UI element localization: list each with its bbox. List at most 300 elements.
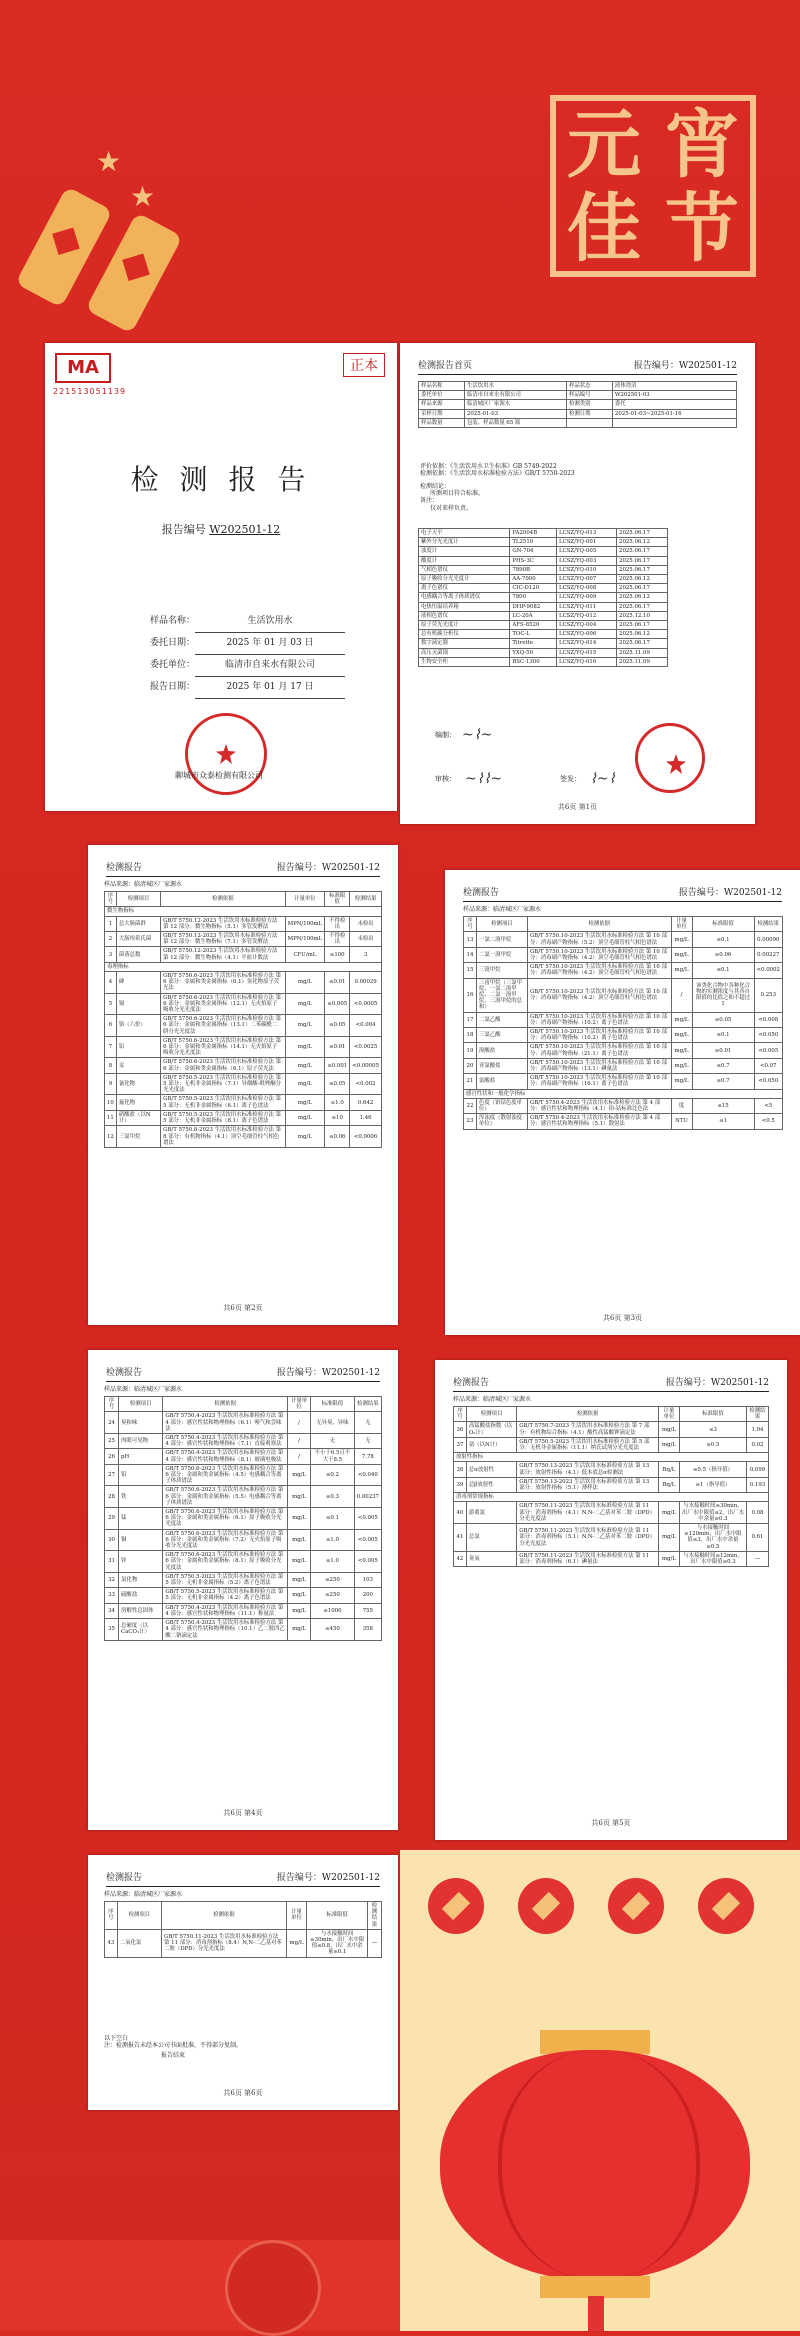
sample-source: 样品来源：临清城区厂家源水: [104, 1386, 183, 1393]
table-cell: GB/T 5750.10-2023 生活饮用水标准检验方法 第 10 部分：消毒副产物指标（13.1）碘量法: [527, 1058, 671, 1073]
table-cell: <0.040: [354, 1464, 381, 1486]
table-row: [105, 1572, 382, 1587]
table-cell: GB/T 5750.4-2023 生活饮用水标准检验方法 第 4 部分：感官性状和物理指标（11.1）称量法: [163, 1603, 288, 1618]
equipment-cell: 2025.11.09: [617, 657, 668, 666]
equipment-cell: LCSZ/YQ-001: [557, 538, 617, 547]
equipment-cell: 数字滴定器: [419, 639, 510, 648]
table-cell: 30: [105, 1529, 119, 1551]
table-cell: 无: [311, 1434, 355, 1449]
cover-fields: [150, 611, 345, 699]
header-row: [105, 892, 382, 907]
table-row: [464, 1058, 783, 1073]
basis: [420, 463, 575, 477]
table-cell: 大肠埃希氏菌: [116, 932, 160, 947]
table-cell: 22: [464, 1098, 477, 1113]
table-cell: mg/L: [287, 1508, 310, 1530]
table-cell: 14: [464, 947, 477, 962]
equipment-row: [419, 611, 668, 620]
lantern-base: [540, 2276, 650, 2298]
table-cell: 0.08: [746, 1502, 768, 1524]
table-cell: 不得检出: [325, 932, 350, 947]
table-cell: 铁: [119, 1486, 163, 1508]
table-cell: 0.099: [746, 1462, 768, 1477]
table-row: [105, 1058, 382, 1073]
table-cell: mg/L: [659, 1524, 680, 1552]
table-row: [105, 1619, 382, 1641]
equipment-cell: 2025.06.17: [617, 529, 668, 538]
table-cell: GB/T 5750.4-2023 生活饮用水标准检验方法 第 4 部分：感官性状和物理指标（5.1）散射法: [527, 1114, 671, 1129]
field-value: 2025 年 01 月 03 日: [195, 633, 345, 655]
sample-source: 样品来源：临清城区厂家源水: [453, 1396, 532, 1403]
equipment-row: [419, 529, 668, 538]
cover-field: [150, 633, 345, 655]
cover-field: [150, 655, 345, 677]
table-row: [454, 1437, 769, 1452]
table-cell: GB/T 5750.10-2023 生活饮用水标准检验方法 第 10 部分：消毒副产物指标（4.2）顶空毛细管柱气相色谱法: [527, 978, 671, 1012]
field-label: 报告日期：: [150, 682, 196, 692]
table-cell: 3: [350, 947, 382, 962]
table-row: [105, 907, 382, 916]
bottom-band: [0, 2240, 400, 2331]
section-label: 消毒剂常规指标: [454, 1493, 769, 1502]
page-number: 共6页 第6页: [223, 2089, 263, 2097]
report-page-6: [88, 1855, 398, 2110]
equipment-cell: Titrette: [510, 639, 557, 648]
table-cell: 42: [454, 1551, 467, 1566]
table-cell: 与水接触时间≥12min，出厂水中限值≤0.3: [679, 1551, 746, 1566]
table-cell: 0.00029: [350, 972, 382, 994]
table-cell: 铬（六价）: [116, 1015, 160, 1037]
column-header: 检测结果: [746, 1407, 768, 1422]
table-cell: 24: [105, 1412, 119, 1434]
table-cell: 29: [105, 1508, 119, 1530]
conclusion: [420, 483, 484, 512]
table-cell: 358: [354, 1619, 381, 1641]
table-cell: <0.0025: [350, 1036, 382, 1058]
equipment-cell: 生物安全柜: [419, 657, 510, 666]
table-row: [105, 1073, 382, 1095]
equipment-cell: 2025.06.17: [617, 547, 668, 556]
table-cell: 33: [105, 1588, 119, 1603]
table-row: [105, 1603, 382, 1618]
table-cell: 17: [464, 1012, 477, 1027]
page-title: 检测报告: [453, 1378, 490, 1388]
table-cell: ≤0.05: [325, 1073, 350, 1095]
cma-logo: MA: [55, 353, 111, 383]
table-cell: 10: [105, 1095, 117, 1110]
table-cell: 高锰酸盐指数（以O₂计）: [466, 1422, 516, 1437]
table-cell: MPN/100mL: [285, 916, 325, 931]
company-seal: [185, 713, 267, 795]
table-cell: 20: [464, 1058, 477, 1073]
column-header: 检测依据: [161, 892, 285, 907]
table-cell: ≤0.5（指导值）: [679, 1462, 746, 1477]
table-row: [105, 947, 382, 962]
festival-char: 宵: [665, 102, 739, 188]
table-cell: <0.050: [754, 1028, 782, 1043]
table-cell: Bq/L: [659, 1477, 680, 1492]
section-label: 放射性指标: [454, 1453, 769, 1462]
field-label: 委托日期：: [150, 638, 196, 648]
equipment-cell: 2025.06.12: [617, 630, 668, 639]
sample-source: 样品来源：临清城区厂家源水: [104, 1891, 183, 1898]
report-front-page: [400, 343, 755, 824]
equipment-cell: DHP-9082: [510, 602, 557, 611]
table-cell: <5: [754, 1098, 782, 1113]
equipment-cell: AA-7000: [510, 575, 557, 584]
info-cell: 样品名称: [419, 382, 465, 391]
table-cell: GB/T 5750.10-2023 生活饮用水标准检验方法 第 10 部分：消毒副产物指标（16.1）离子色谱法: [527, 1074, 671, 1089]
table-row: [454, 1502, 769, 1524]
info-row: [419, 382, 737, 391]
equipment-table: [418, 528, 668, 667]
table-row: [105, 1464, 382, 1486]
equipment-cell: LCSZ/YQ-004: [557, 621, 617, 630]
info-cell: 样品编号: [566, 391, 612, 400]
page-header: [106, 859, 380, 877]
table-cell: mg/L: [659, 1422, 680, 1437]
equipment-cell: 2025.06.17: [617, 602, 668, 611]
table-cell: /: [287, 1412, 310, 1434]
table-row: [464, 1043, 783, 1058]
table-cell: GB/T 5750.10-2023 生活饮用水标准检验方法 第 10 部分：消毒副产物指标（10.2）离子色谱法: [527, 1028, 671, 1043]
equipment-cell: LCSZ/YQ-013: [557, 529, 617, 538]
table-cell: 铝: [119, 1464, 163, 1486]
info-row: [419, 400, 737, 409]
festival-char: 节: [665, 186, 739, 272]
equipment-cell: 气相色谱仪: [419, 565, 510, 574]
table-cell: ≤1: [692, 1114, 754, 1129]
star-icon: ★: [96, 145, 122, 178]
cover-field: [150, 611, 345, 633]
equipment-cell: PHS-3C: [510, 556, 557, 565]
page-header: [463, 884, 782, 902]
page-header: [418, 357, 737, 375]
notes: [104, 2035, 242, 2060]
table-cell: ≤0.005: [325, 993, 350, 1015]
table-cell: mg/L: [659, 1502, 680, 1524]
company-seal: [635, 723, 705, 793]
section-label: 感官性状和一般化学指标: [464, 1089, 783, 1098]
column-header: 标准限值: [679, 1407, 746, 1422]
table-cell: 25: [105, 1434, 119, 1449]
table-cell: 27: [105, 1464, 119, 1486]
table-cell: GB/T 5750.6-2023 生活饮用水标准检验方法 第 6 部分：金属和类金属指标（8.1）原子吸收分光光度法: [163, 1551, 288, 1573]
page-title: 检测报告: [106, 863, 143, 873]
table-row: [105, 1095, 382, 1110]
table-cell: ≤250: [311, 1572, 355, 1587]
table-cell: mg/L: [287, 1603, 310, 1618]
table-cell: 26: [105, 1449, 119, 1464]
equipment-row: [419, 547, 668, 556]
table-cell: mg/L: [671, 1028, 692, 1043]
festival-char: 佳: [567, 186, 641, 272]
equipment-row: [419, 648, 668, 657]
table-cell: 1.46: [350, 1110, 382, 1125]
equipment-cell: TOC-L: [510, 630, 557, 639]
table-cell: 未检出: [350, 932, 382, 947]
column-header: 检测项目: [476, 917, 527, 932]
equipment-cell: 电感耦合等离子体质谱仪: [419, 593, 510, 602]
table-row: [464, 1089, 783, 1098]
table-cell: Bq/L: [659, 1462, 680, 1477]
info-cell: [612, 418, 736, 427]
table-cell: 三氯甲烷: [116, 1126, 160, 1148]
table-cell: mg/L: [287, 1588, 310, 1603]
table-cell: ≤0.5: [679, 1437, 746, 1452]
table-cell: 氟化物: [116, 1095, 160, 1110]
table-cell: /: [287, 1449, 310, 1464]
column-header: 计量单位: [671, 917, 692, 932]
table-cell: 铜: [119, 1529, 163, 1551]
conclusion-line: 仅对来样负责。: [430, 504, 473, 512]
equipment-cell: LCSZ/YQ-015: [557, 648, 617, 657]
table-cell: GB/T 5750.12-2023 生活饮用水标准检验方法 第 12 部分：微生物指标（7.1）多管发酵法: [161, 932, 285, 947]
table-cell: 2: [105, 932, 117, 947]
table-cell: <0.005: [354, 1508, 381, 1530]
equipment-row: [419, 621, 668, 630]
table-cell: 不得检出: [325, 916, 350, 931]
report-page-5: [435, 1360, 787, 1840]
table-row: [105, 1508, 382, 1530]
column-header: 检测结果: [350, 892, 382, 907]
column-header: 序号: [105, 1902, 118, 1930]
table-row: [454, 1422, 769, 1437]
table-cell: 与水接触时间≥30min，出厂水中限值≤0.8，出厂水中余量≥0.1: [307, 1929, 368, 1957]
table-cell: 28: [105, 1486, 119, 1508]
basis-line: 检测依据：《生活饮用水标准检验方法》GB/T 5750-2023: [420, 470, 575, 478]
table-cell: 32: [105, 1572, 119, 1587]
column-header: 标准限值: [325, 892, 350, 907]
equipment-cell: 总有机碳分析仪: [419, 630, 510, 639]
equipment-cell: 电热恒温培养箱: [419, 602, 510, 611]
page-number: 共6页 第1页: [557, 803, 598, 811]
report-title: 检 测 报 告: [130, 463, 312, 496]
info-cell: 委托单位: [419, 391, 465, 400]
field-value: 生活饮用水: [195, 611, 345, 633]
table-row: [105, 1588, 382, 1603]
table-cell: GB/T 5750.6-2023 生活饮用水标准检验方法 第 6 部分：金属和类金属指标（4.5）电感耦合等离子体质谱法: [163, 1464, 288, 1486]
table-cell: 755: [354, 1603, 381, 1618]
table-cell: mg/L: [285, 972, 325, 994]
table-cell: <0.5: [754, 1114, 782, 1129]
table-cell: mg/L: [285, 1036, 325, 1058]
table-cell: mg/L: [286, 1929, 307, 1957]
table-cell: 臭氧: [466, 1551, 516, 1566]
table-row: [105, 962, 382, 971]
report-number: [45, 521, 397, 537]
table-cell: 103: [354, 1572, 381, 1587]
festival-badge: [550, 95, 756, 277]
equipment-cell: LCSZ/YQ-012: [557, 611, 617, 620]
table-cell: /: [671, 978, 692, 1012]
table-cell: NTU: [671, 1114, 692, 1129]
column-header: 检测结果: [754, 917, 782, 932]
report-number: 报告编号：W202501-12: [633, 361, 737, 371]
table-cell: <0.005: [754, 1043, 782, 1058]
column-header: 检测项目: [116, 892, 160, 907]
table-cell: 氰化物: [116, 1073, 160, 1095]
table-cell: <0.005: [354, 1529, 381, 1551]
table-cell: ≤0.06: [325, 1126, 350, 1148]
equipment-row: [419, 565, 668, 574]
table-cell: ≤3: [679, 1422, 746, 1437]
section-label: 毒理指标: [105, 962, 382, 971]
table-row: [464, 963, 783, 978]
equipment-cell: 高压灭菌锅: [419, 648, 510, 657]
table-cell: 铅: [116, 1036, 160, 1058]
header-row: [454, 1407, 769, 1422]
table-cell: mg/L: [287, 1619, 310, 1641]
table-cell: ≤0.7: [692, 1074, 754, 1089]
column-header: 序号: [105, 1397, 119, 1412]
equipment-cell: 2025.06.17: [617, 639, 668, 648]
table-row: [464, 1074, 783, 1089]
field-label: 样品名称：: [150, 616, 196, 626]
signature-scribble: ~⌇⌇~: [465, 771, 503, 787]
table-cell: 无: [354, 1434, 381, 1449]
signature-review: 审核：: [435, 775, 456, 783]
column-header: 检测项目: [119, 1397, 163, 1412]
table-cell: 0.02: [746, 1437, 768, 1452]
header-row: [105, 1902, 382, 1930]
table-cell: GB/T 5750.5-2023 生活饮用水标准检验方法 第 5 部分：无机非金属指标（7.1）异烟酸-吡唑酮分光光度法: [161, 1073, 285, 1095]
signature-issue: 签发：: [560, 775, 581, 783]
table-cell: 色度（铂钴色度单位）: [476, 1098, 527, 1113]
table-cell: 锌: [119, 1551, 163, 1573]
info-cell: 临清城区厂家源水: [464, 400, 566, 409]
table-cell: 镉: [116, 993, 160, 1015]
table-cell: ≤0.06: [692, 947, 754, 962]
table-cell: mg/L: [287, 1464, 310, 1486]
table-cell: 三卤甲烷（三氯甲烷、一氯二溴甲烷、二氯一溴甲烷、三溴甲烷的总和）: [476, 978, 527, 1012]
table-row: [454, 1493, 769, 1502]
table-row: [105, 1449, 382, 1464]
table-cell: mg/L: [287, 1486, 310, 1508]
table-cell: GB/T 5750.10-2023 生活饮用水标准检验方法 第 10 部分：消毒副产物指标（5.2）顶空毛细管柱气相色谱法: [527, 932, 671, 947]
page-header: [106, 1869, 380, 1887]
table-cell: GB/T 5750.6-2023 生活饮用水标准检验方法 第 6 部分：金属和类金属指标（12.1）无火焰原子吸收分光光度法: [161, 993, 285, 1015]
equipment-cell: 2025.11.09: [617, 648, 668, 657]
table-cell: CFU/mL: [285, 947, 325, 962]
table-cell: —: [367, 1929, 381, 1957]
table-cell: ≤0.1: [692, 1028, 754, 1043]
table-cell: GB/T 5750.6-2023 生活饮用水标准检验方法 第 6 部分：金属和类金属指标（7.2）无火焰原子吸收分光光度法: [163, 1529, 288, 1551]
table-cell: 0.00237: [354, 1486, 381, 1508]
table-cell: 15: [464, 963, 477, 978]
table-cell: GB/T 5750.4-2023 生活饮用水标准检验方法 第 4 部分：感官性状和物理指标（7.1）直接观察法: [163, 1434, 288, 1449]
table-cell: 0.253: [754, 978, 782, 1012]
table-cell: GB/T 5750.13-2023 生活饮用水标准检验方法 第 13 部分：放射性指标（5.1）薄样法: [517, 1477, 659, 1492]
column-header: 检测依据: [163, 1397, 288, 1412]
cma-number: 221513051139: [53, 387, 127, 396]
info-cell: 2025-01-03: [464, 409, 566, 418]
table-cell: 36: [454, 1422, 467, 1437]
equipment-cell: LCSZ/YQ-011: [557, 602, 617, 611]
table-cell: 11: [105, 1110, 117, 1125]
table-cell: 31: [105, 1551, 119, 1573]
table-cell: 汞: [116, 1058, 160, 1073]
table-row: [105, 1015, 382, 1037]
table-cell: GB/T 5750.4-2023 生活饮用水标准检验方法 第 4 部分：感官性状和物理指标（10.1）乙二胺四乙酸二钠滴定法: [163, 1619, 288, 1641]
table-cell: ≤100: [325, 947, 350, 962]
table-cell: 7: [105, 1036, 117, 1058]
table-cell: 总α放射性: [466, 1462, 516, 1477]
table-cell: mg/L: [671, 963, 692, 978]
equipment-cell: 7800: [510, 593, 557, 602]
table-row: [105, 1486, 382, 1508]
info-row: [419, 409, 737, 418]
table-row: [105, 972, 382, 994]
table-cell: 氯化物: [119, 1572, 163, 1587]
cover-field: [150, 677, 345, 699]
equipment-cell: 2025.06.17: [617, 584, 668, 593]
table-row: [105, 916, 382, 931]
table-cell: pH: [119, 1449, 163, 1464]
info-row: [419, 391, 737, 400]
table-cell: 4: [105, 972, 117, 994]
table-row: [454, 1453, 769, 1462]
table-cell: 1: [105, 916, 117, 931]
page-number: 共6页 第3页: [602, 1314, 643, 1322]
table-cell: 0.193: [746, 1477, 768, 1492]
page-number: 共6页 第5页: [591, 1819, 631, 1827]
table-cell: mg/L: [671, 1058, 692, 1073]
lantern-decoration: [400, 1850, 800, 2331]
table-cell: GB/T 5750.6-2023 生活饮用水标准检验方法 第 6 部分：金属和类金属指标（6.1）氢化物原子荧光法: [161, 972, 285, 994]
page-number: 共6页 第4页: [223, 1809, 263, 1817]
table-cell: 度: [671, 1098, 692, 1113]
page-title: 检测报告首页: [418, 361, 473, 371]
column-header: 计量单位: [286, 1902, 307, 1930]
equipment-row: [419, 556, 668, 565]
table-cell: GB/T 5750.5-2023 生活饮用水标准检验方法 第 5 部分：无机非金属指标（6.1）离子色谱法: [161, 1095, 285, 1110]
table-cell: 35: [105, 1619, 119, 1641]
table-cell: GB/T 5750.13-2023 生活饮用水标准检验方法 第 13 部分：放射性指标（4.1）低本底总α检测法: [517, 1462, 659, 1477]
equipment-cell: 原子荧光光度计: [419, 621, 510, 630]
column-header: 计量单位: [659, 1407, 680, 1422]
info-cell: 样品数量: [419, 418, 465, 427]
column-header: 标准限值: [692, 917, 754, 932]
table-cell: 砷: [116, 972, 160, 994]
table-cell: mg/L: [671, 1074, 692, 1089]
table-cell: GB/T 5750.5-2023 生活饮用水标准检验方法 第 5 部分：无机非金属指标（8.1）离子色谱法: [161, 1110, 285, 1125]
column-header: 序号: [105, 892, 117, 907]
table-cell: 23: [464, 1114, 477, 1129]
table-cell: 硝酸盐（以N计）: [116, 1110, 160, 1125]
report-number: 报告编号：W202501-12: [678, 888, 782, 898]
equipment-cell: 浊度计: [419, 547, 510, 556]
table-cell: GB/T 5750.5-2023 生活饮用水标准检验方法 第 5 部分：无机非金属指标（11.1）纳氏试剂分光光度法: [517, 1437, 659, 1452]
info-cell: [566, 418, 612, 427]
table-cell: GB/T 5750.6-2023 生活饮用水标准检验方法 第 6 部分：金属和类金属指标（14.1）无火焰原子吸收分光光度法: [161, 1036, 285, 1058]
table-cell: ≤0.7: [692, 1058, 754, 1073]
page-title: 检测报告: [106, 1873, 143, 1883]
table-cell: GB/T 5750.10-2023 生活饮用水标准检验方法 第 10 部分：消毒副产物指标（4.2）顶空毛细管柱气相色谱法: [527, 947, 671, 962]
equipment-cell: LCSZ/YQ-010: [557, 565, 617, 574]
table-cell: ≤450: [311, 1619, 355, 1641]
table-cell: mg/L: [287, 1529, 310, 1551]
table-cell: 19: [464, 1043, 477, 1058]
equipment-cell: CIC-D120: [510, 584, 557, 593]
table-row: [464, 1012, 783, 1027]
table-row: [105, 1412, 382, 1434]
table-cell: GB/T 5750.11-2023 生活饮用水标准检验方法 第 11 部分：消毒剂指标（4.1）N,N-二乙基对苯二胺（DPD）分光光度法: [517, 1502, 659, 1524]
table-cell: <0.004: [350, 1015, 382, 1037]
signature-compile: 编制：: [435, 731, 456, 739]
table-cell: 0.00227: [754, 947, 782, 962]
page-title: 检测报告: [106, 1368, 143, 1378]
